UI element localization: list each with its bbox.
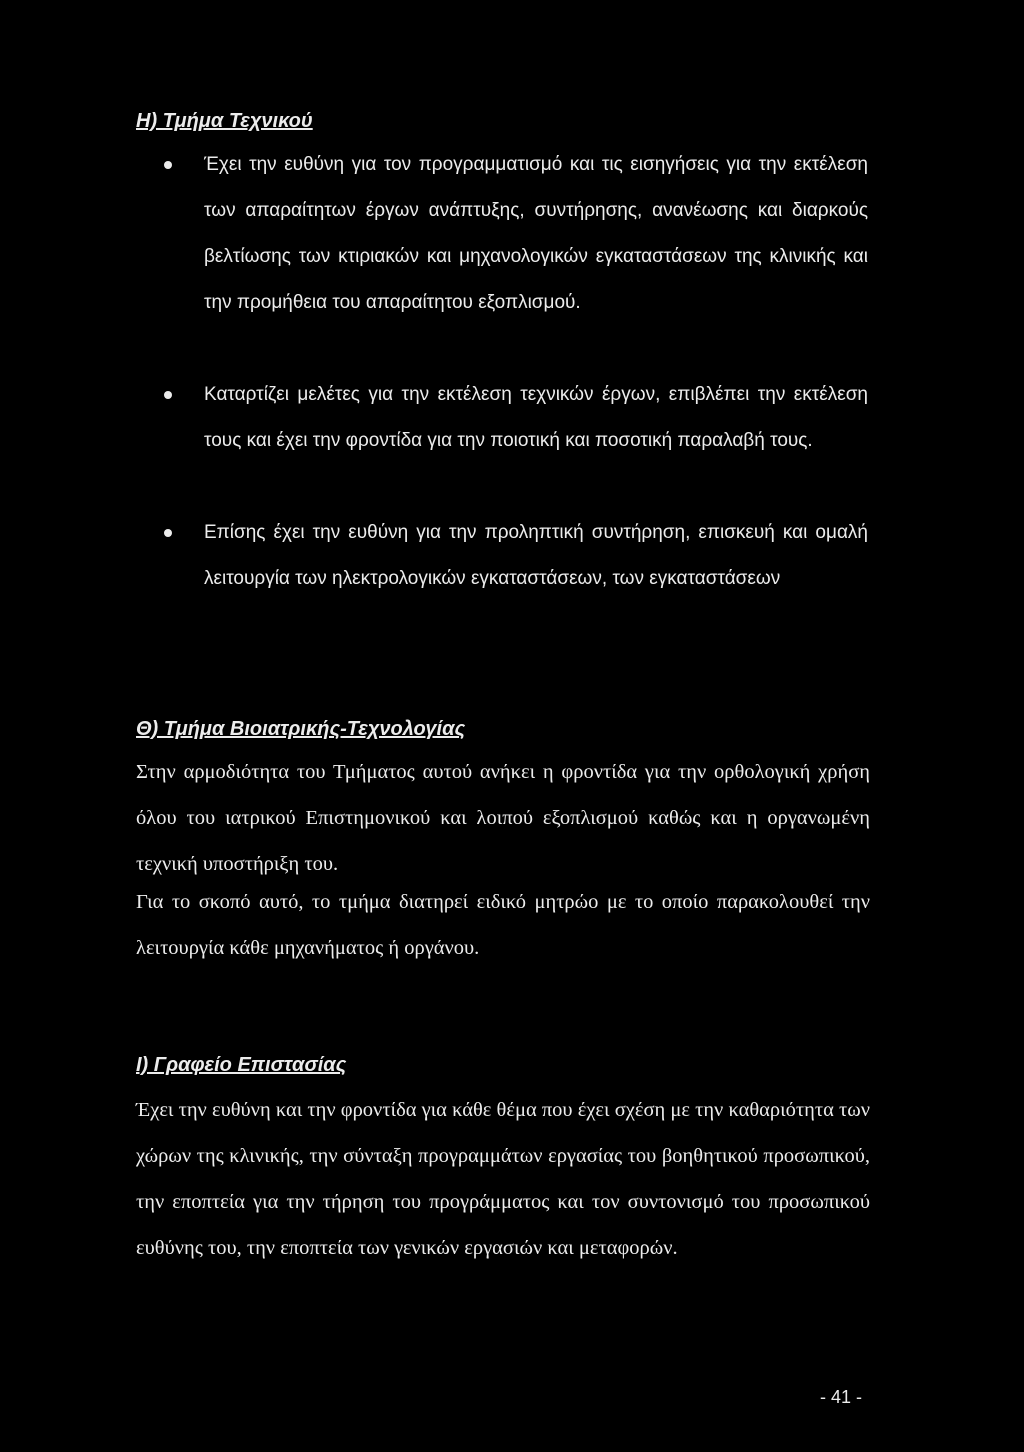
list-item: [160, 372, 868, 510]
housekeeping-paragraph: Έχει την ευθύνη και την φροντίδα για κάθε θέμα που έχει σχέση με την καθαριότητα των χώρων της κλινικής, την σύνταξη προγραμμάτων εργασίας του βοηθητικού προσωπικού, την εποπτεία για την τήρηση του προγράμματος και τον συντονισμό του προσωπικού ευθύνης του, την εποπτεία των γενικών εργασιών και μεταφορών.: [136, 1099, 870, 1259]
section-heading-technical: Η) Τμήμα Τεχνικού: [136, 110, 313, 132]
section-heading-housekeeping: Ι) Γραφείο Επιστασίας: [136, 1054, 347, 1076]
list-item: [160, 142, 868, 372]
bullet-icon: [164, 391, 172, 399]
bullet-text: Καταρτίζει μελέτες για την εκτέλεση τεχνικών έργων, επιβλέπει την εκτέλεση τους και έχει την φροντίδα για την ποιοτική και ποσοτική παραλαβή τους.: [204, 384, 868, 451]
biomedical-paragraph-1: Στην αρμοδιότητα του Τμήματος αυτού ανήκει η φροντίδα για την ορθολογική χρήση όλου του ιατρικού Επιστημονικού και λοιπού εξοπλισμού καθώς και η οργανωμένη τεχνική υποστήριξη του.: [136, 761, 870, 875]
section-heading-biomedical: Θ) Τμήμα Βιοιατρικής-Τεχνολογίας: [136, 718, 466, 740]
biomedical-paragraph-2: Για το σκοπό αυτό, το τμήμα διατηρεί ειδικό μητρώο με το οποίο παρακολουθεί την λειτουργία κάθε μηχανήματος ή οργάνου.: [136, 891, 870, 959]
technical-bullet-list: [160, 142, 868, 648]
bullet-text: Έχει την ευθύνη για τον προγραμματισμό και τις εισηγήσεις για την εκτέλεση των απαραίτητων έργων ανάπτυξης, συντήρησης, ανανέωσης και διαρκούς βελτίωσης των κτιριακών και μηχανολογικών εγκαταστάσεων της κλινικής και την προμήθεια του απαραίτητου εξοπλισμού.: [204, 154, 868, 313]
list-item: [160, 510, 868, 648]
bullet-icon: [164, 529, 172, 537]
bullet-icon: [164, 161, 172, 169]
page-number: - 41 -: [820, 1387, 863, 1407]
bullet-text: Επίσης έχει την ευθύνη για την προληπτική συντήρηση, επισκευή και ομαλή λειτουργία των ηλεκτρολογικών εγκαταστάσεων, των εγκαταστάσεων: [204, 522, 868, 589]
